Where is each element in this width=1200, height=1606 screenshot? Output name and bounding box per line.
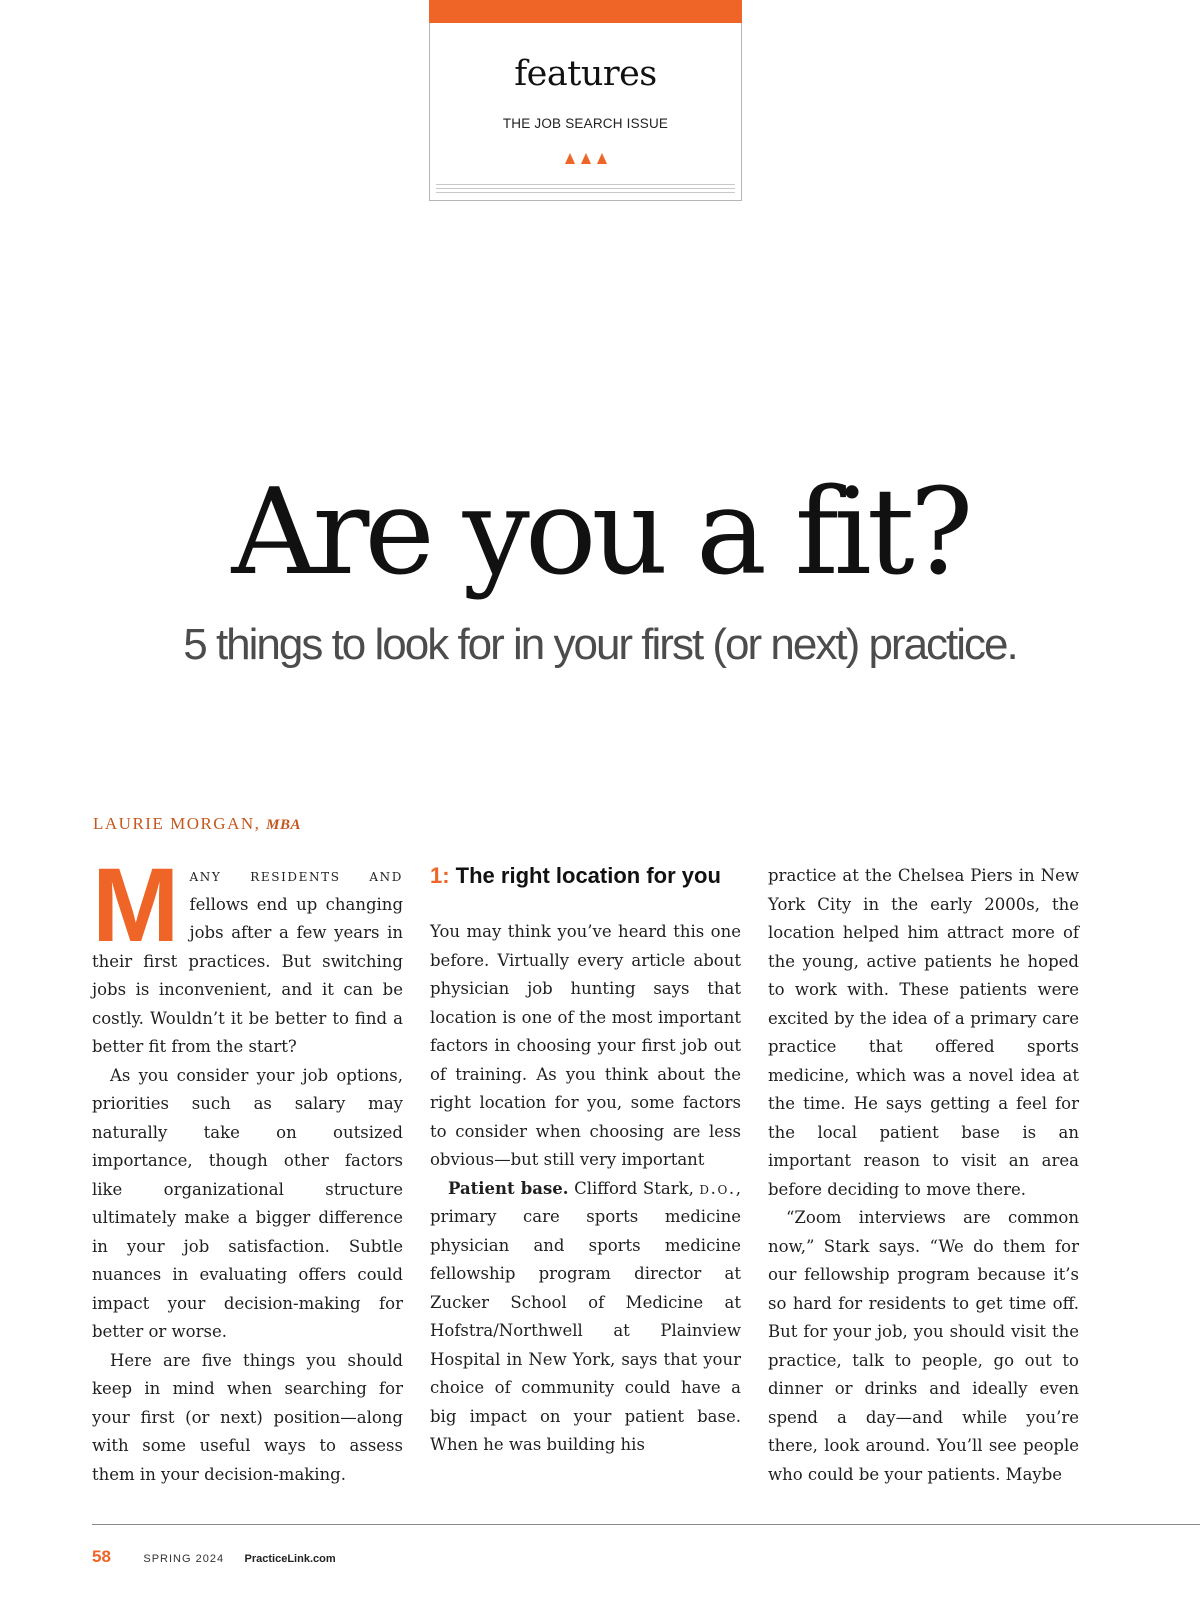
paragraph: Here are five things you should keep in mind when searching for your first (or next) position—along with some useful ways to assess them in your decision-making. [92, 1350, 403, 1484]
triangle-ornament-icon [430, 153, 741, 164]
paragraph: You may think you’ve heard this one before. Virtually every article about physician job hunting says that location is one of the most important factors in choosing your first job out of training. As you think about the right location for you, some factors to consider when choosing are less obvious—but still very important [430, 922, 741, 1169]
decorative-rules [436, 184, 735, 196]
byline [93, 814, 301, 834]
triangle-icon [565, 153, 575, 164]
paragraph: As you consider your job options, priorities such as salary may naturally take on outsized importance, though other factors like organizational structure ultimately make a bigger difference in your job satisfaction. Subtle nuances in evaluating offers could impact your decision-making for better or worse. [92, 1065, 403, 1341]
section-tab-accent-bar [429, 0, 742, 23]
section-tab [429, 0, 742, 201]
paragraph: “Zoom interviews are common now,” Stark says. “We do them for our fellowship program because it’s so hard for residents to get time off. But for your job, you should visit the practice, talk to people, go out to dinner or drinks and ideally even spend a day—and while you’re there, look around. You’ll see people who could be your patients. Maybe [768, 1208, 1079, 1484]
issue-label: SPRING 2024 [143, 1553, 225, 1565]
section-subtitle: THE JOB SEARCH ISSUE [502, 116, 669, 131]
article-headline: Are you a fit? [231, 464, 969, 602]
article-dek: 5 things to look for in your first (or next) practice. [183, 620, 1017, 669]
subhead-text: The right location for you [449, 863, 721, 888]
subhead-number: 1: [430, 863, 450, 888]
article-column-1 [92, 847, 403, 1489]
page-number: 58 [92, 1547, 111, 1566]
paragraph-text: fellows end up changing jobs after a few years in their first practices. But switching jobs is inconvenient, and it can be costly. Wouldn’t it be better to find a better fit from the start? [92, 894, 403, 1056]
paragraph: practice at the Chelsea Piers in New York City in the early 2000s, the location helped him attract more of the young, active patients he hoped to work with. These patients were excited by the idea of a primary care practice that offered sports medicine, which was a novel idea at the time. He says getting a feel for the local patient base is an important reason to visit an area before deciding to move there. [768, 866, 1079, 1199]
paragraph [92, 847, 403, 1062]
lead-in-smallcaps: any residents and [189, 866, 403, 885]
drop-cap: M [92, 847, 176, 964]
paragraph-text: Clifford Stark, [568, 1178, 700, 1198]
page-footer [92, 1547, 336, 1567]
article-column-3 [768, 862, 1079, 1489]
credential-smallcaps: d.o. [699, 1178, 736, 1198]
author-credential: MBA [266, 817, 301, 833]
triangle-icon [581, 153, 591, 164]
section-title: features [514, 54, 657, 94]
site-name: PracticeLink.com [244, 1553, 336, 1565]
article-column-2 [430, 862, 741, 1460]
run-in-head: Patient base. [448, 1178, 569, 1198]
author-name: LAURIE MORGAN, [93, 814, 261, 833]
footer-rule [92, 1524, 1200, 1525]
paragraph-text: , primary care sports medicine physician and sports medicine fellowship program director at Zucker School of Medicine at Hofstra/Northwell at Plainview Hospital in New York, says that your choice of community could have a big impact on your patient base. When he was building his [430, 1178, 742, 1454]
paragraph [430, 1175, 741, 1460]
triangle-icon [597, 153, 607, 164]
section-subhead [430, 862, 741, 890]
